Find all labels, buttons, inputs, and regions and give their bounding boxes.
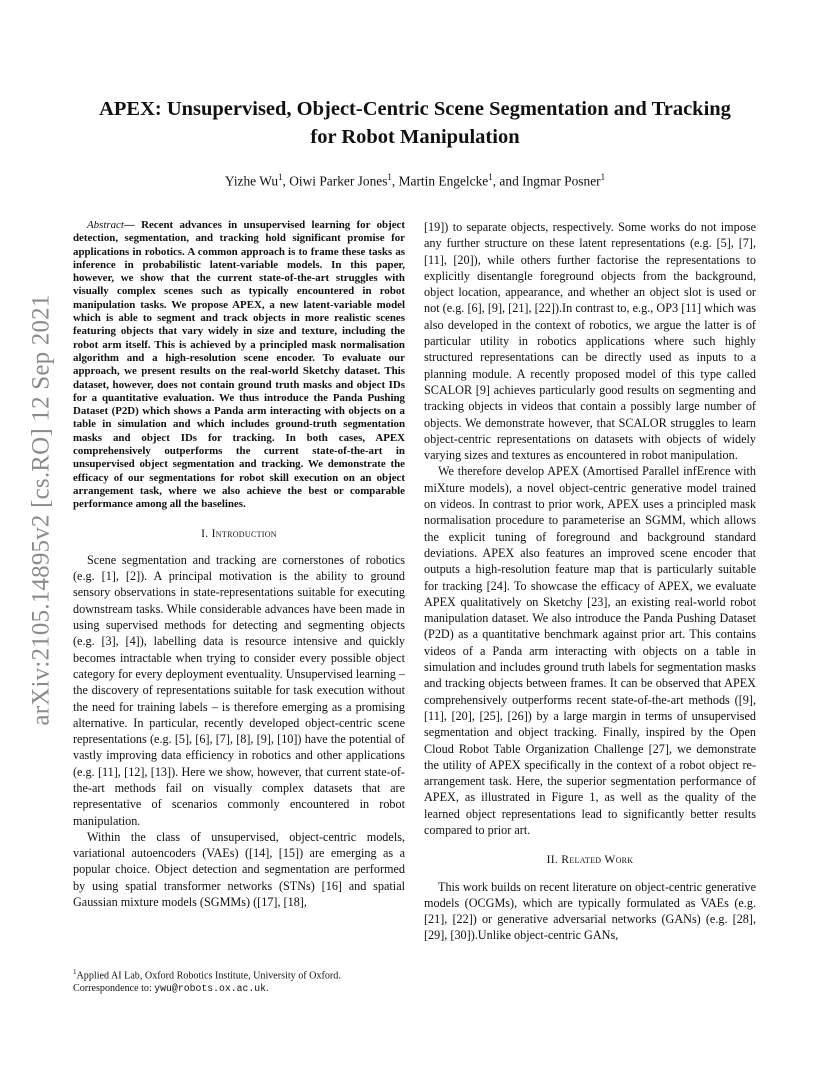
paper-title — [70, 95, 760, 151]
title-line-2: for Robot Manipulation — [310, 126, 520, 148]
intro-paragraph: We therefore develop APEX (Amortised Parallel infErence with miXture models), a novel object-centric generative model trained on videos. In contrast to prior work, APEX uses a principled mask normalisation procedure to parameterise an SGMM, which allows the explicit tuning of foreground and background standard deviations. APEX also features an improved scene encoder that outputs a high-resolution feature map that is particularly suitable for tracking [24]. To showcase the efficacy of APEX, we evaluate APEX qualitatively on Sketchy [23], an existing real-world robot manipulation dataset. We also introduce the Panda Pushing Dataset (P2D) as a quantitative benchmark against prior art. This contains videos of a Panda arm interacting with objects on a table in simulation and includes ground truth labels for segmentation masks and tracking objects between frames. It can be observed that APEX comprehensively outperforms recent state-of-the-art methods ([9], [11], [20], [25], [26]) by a large margin in terms of unsupervised segmentation and object tracking. Finally, inspired by the Open Cloud Robot Table Organization Challenge [27], we demonstrate the utility of APEX specifically in the context of a robot object re-arrangement task. Here, the superior segmentation performance of APEX, as illustrated in Figure 1, as well as the quality of the learned object representations lead to significantly better results compared to prior art. — [424, 464, 756, 837]
intro-paragraph-continued: [19]) to separate objects, respectively. Some works do not impose any further structure on these latent representations (e.g. [5], [7], [11], [20]), while others further factorise the representations to explicitly disentangle foreground objects from the background, object location, appearance, and whether an object slot is used or not (e.g. [6], [9], [21], [22]).In contrast to, e.g., OP3 [11] which was also developed in the context of robotics, we argue the latter is of particular utility in robotics applications where such highly structured representations can be directly used as inputs to a planning module. A recently proposed model of this type called SCALOR [9] achieves particularly good results on segmenting and tracking objects in videos that contain a possibly large number of objects. We demonstrate however, that SCALOR struggles to learn object-centric representations on datasets with objects of widely varying sizes and textures as encountered in robot manipulation. — [424, 220, 756, 463]
footnote-end: . — [266, 983, 269, 995]
intro-paragraph: Scene segmentation and tracking are cornerstones of robotics (e.g. [1], [2]). A principal motivation is the ability to ground sensory observations in state-representations suitable for executing downstream tasks. While considerable advances have been made in using supervised methods for detecting and segmenting objects (e.g. [3], [4]), labelling data is resource intensive and quickly becomes intractable when trying to consider every possible object category for every deployment eventuality. Unsupervised learning – the discovery of representations suitable for task execution without the need for training labels – is therefore emerging as a promising alternative. In particular, recently developed object-centric scene representations (e.g. [5], [6], [7], [8], [9], [10]) have the potential of vastly improving data efficiency in robotics and other applications (e.g. [11], [12], [13]). Here we show, however, that current state-of-the-art methods fail on visually complex datasets that are representative of scenarios commonly encountered in robot manipulation. — [73, 552, 405, 828]
section-heading-introduction: I. Introduction — [201, 526, 277, 540]
title-line-1: APEX: Unsupervised, Object-Centric Scene Segmentation and Tracking — [99, 98, 731, 120]
section-heading-related-work: II. Related Work — [546, 853, 634, 867]
intro-paragraph: Within the class of unsupervised, object-centric models, variational autoencoders (VAEs) ([14], [15]) are emerging as a popular choice. Object detection and segmentation are performed by using spatial transformer networks (STNs) [16] and spatial Gaussian mixture models (SGMMs) ([17], [18], — [73, 829, 405, 910]
affiliation-footnote — [73, 966, 405, 995]
arxiv-id: arXiv:2105.14895v2 [cs.RO] 12 Sep 2021 — [28, 294, 56, 726]
right-column — [424, 219, 756, 944]
author-affiliation: 1 — [600, 172, 606, 182]
footnote-text: Applied AI Lab, Oxford Robotics Institute, University of Oxford. Correspondence to: — [73, 970, 341, 995]
author-name: Ingmar Posner — [522, 173, 601, 189]
left-column — [73, 219, 405, 910]
correspondence-email: ywu@robots.ox.ac.uk — [154, 983, 266, 995]
author-affiliation: 1 — [488, 172, 493, 182]
abstract-dash: — — [123, 219, 142, 231]
author-affiliation: 1 — [278, 172, 283, 182]
author-name: Martin Engelcke — [398, 173, 489, 189]
related-work-paragraph: This work builds on recent literature on object-centric generative models (OCGMs), which are typically formulated as VAEs (e.g. [21], [22]) or generative adversarial networks (GANs) (e.g. [28], [29], [30]).Unlike object-centric GANs, — [424, 879, 756, 943]
author-name: Yizhe Wu — [224, 173, 279, 189]
abstract-lead: Abstract — [87, 219, 124, 231]
abstract-text: Recent advances in unsupervised learning for object detection, segmentation, and tracking hold significant promise for applications in robotics. A common approach is to frame these tasks as inference in probabilistic latent-variable models. In this paper, however, we show that the current state-of-the-art struggles with visually complex scenes such as typically encountered in robot manipulation tasks. We propose APEX, a new latent-variable model which is able to segment and track objects in more realistic scenes featuring objects that vary widely in size and texture, including the robot arm itself. This is achieved by a principled mask normalisation algorithm and a high-resolution scene encoder. To evaluate our approach, we present results on the real-world Sketchy dataset. This dataset, however, does not contain ground truth masks and object IDs for a quantitative evaluation. We thus introduce the Panda Pushing Dataset (P2D) which shows a Panda arm interacting with objects on a table in simulation and which includes ground-truth segmentation masks and object IDs for tracking. In both cases, APEX comprehensively outperforms the current state-of-the-art in unsupervised object segmentation and tracking. We demonstrate the efficacy of our segmentations for robot skill execution on an object arrangement task, where we also achieve the best or comparable performance among all the baselines. — [73, 219, 405, 511]
arxiv-sidebar-stamp — [14, 280, 70, 740]
author-separator: , — [282, 173, 290, 189]
author-list — [70, 172, 760, 189]
author-affiliation: 1 — [387, 172, 392, 182]
abstract — [73, 219, 405, 512]
footnote-mark: 1 — [73, 968, 77, 976]
author-separator: , — [391, 173, 399, 189]
author-name: Oiwi Parker Jones — [289, 173, 388, 189]
author-separator: , and — [492, 173, 523, 189]
